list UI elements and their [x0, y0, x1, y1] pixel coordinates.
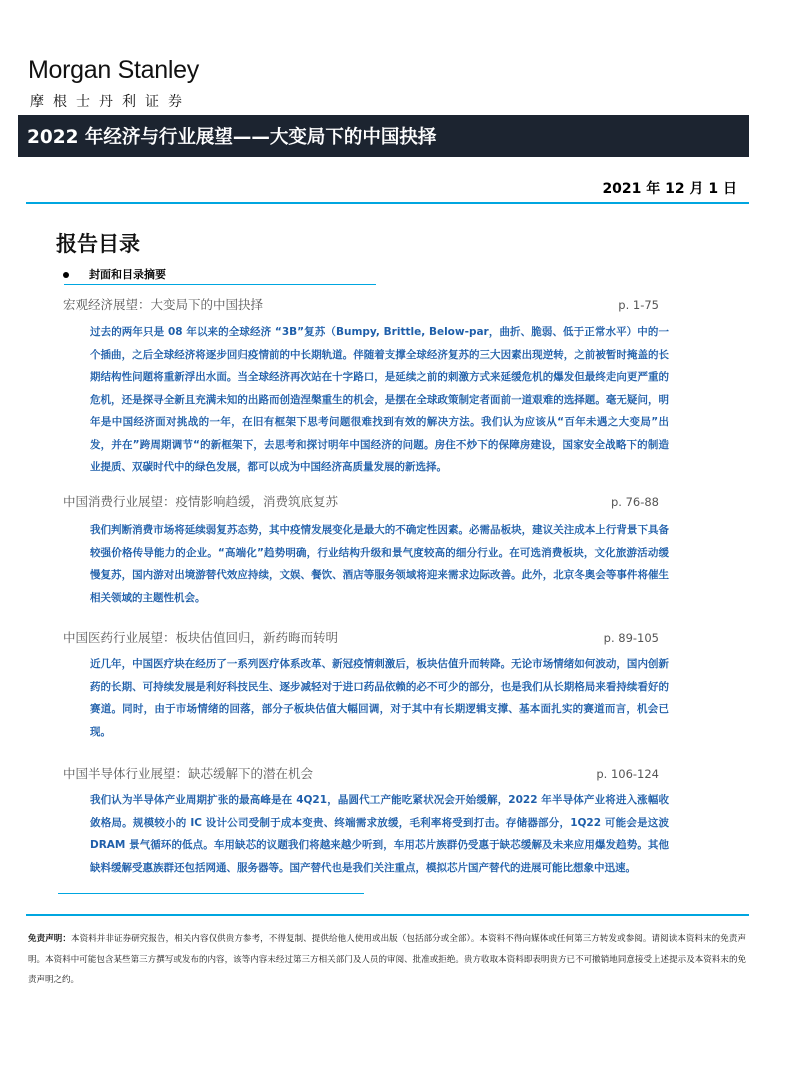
brand-logo: Morgan Stanley: [28, 56, 199, 84]
toc-end-divider: [58, 893, 364, 894]
report-title-bar: [18, 115, 749, 157]
toc-heading: 报告目录: [56, 232, 140, 256]
bullet-dot-icon: [63, 272, 69, 278]
disclaimer-divider: [26, 914, 749, 916]
toc-section-title: [63, 764, 659, 782]
section-page-range: p. 1-75: [618, 298, 659, 312]
disclaimer-label: 免责声明：: [28, 934, 71, 944]
toc-divider: [64, 284, 376, 285]
toc-section-title: [63, 492, 659, 510]
section-page-range: p. 106-124: [596, 767, 659, 781]
brand-logo-cn: 摩根士丹利证券: [30, 94, 191, 110]
section-summary: 过去的两年只是 08 年以来的全球经济 “3B”复苏（Bumpy, Brittle, Below-par，曲折、脆弱、低于正常水平）中的一个插曲，之后全球经济将逐步回归疫情前的中长期轨道。伴随着支撑全球经济复苏的三大因素出现逆转，之前被暂时掩盖的长期结构性问题将重新浮出水面。当全球经济再次站在十字路口，是延续之前的刺激方式来延缓危机的爆发但最终走向更严重的危机，还是探寻全新且充满未知的出路而创造涅槃重生的机会，是摆在全球政策制定者面前一道艰难的选择题。毫无疑问，明年是中国经济面对挑战的一年，在旧有框架下思考问题很难找到有效的解决方法。我们认为应该从“百年未遇之大变局”出发，并在”跨周期调节“的新框架下，去思考和探讨明年中国经济的问题。房住不炒下的保障房建设，国家安全战略下的制造业提质、双碳时代中的绿色发展，都可以成为中国经济高质量发展的新选择。: [90, 326, 669, 473]
toc-bullet-item: [63, 266, 166, 282]
section-page-range: p. 89-105: [603, 631, 659, 645]
toc-bullet-label: 封面和目录摘要: [89, 268, 166, 281]
toc-section-title: [63, 295, 659, 313]
header-divider: [26, 202, 749, 204]
report-date: 2021 年 12 月 1 日: [602, 181, 737, 197]
section-summary: 我们判断消费市场将延续弱复苏态势，其中疫情发展变化是最大的不确定性因素。必需品板块，建议关注成本上行背景下具备较强价格传导能力的企业。“高端化”趋势明确，行业结构升级和景气度较高的细分行业。在可选消费板块，文化旅游活动缓慢复苏，国内游对出境游替代效应持续，文娱、餐饮、酒店等服务领域将迎来需求边际改善。此外，北京冬奥会等事件将催生相关领域的主题性机会。: [90, 524, 669, 604]
toc-section-title: [63, 628, 659, 646]
section-title-text: 中国医药行业展望：板块估值回归，新药晦而转明: [63, 630, 339, 645]
section-title-text: 中国半导体行业展望：缺芯缓解下的潜在机会: [63, 766, 314, 781]
section-title-text: 中国消费行业展望：疫情影响趋缓，消费筑底复苏: [63, 494, 339, 509]
section-summary: 近几年，中国医疗块在经历了一系列医疗体系改革、新冠疫情刺激后，板块估值升而转降。无论市场情绪如何波动，国内创新药的长期、可持续发展是利好科技民生、逐步减轻对于进口药品依赖的必不可少的部分，也是我们从长期格局来看持续看好的赛道。同时，由于市场情绪的回落，部分子板块估值大幅回调，对于其中有长期逻辑支撑、基本面扎实的赛道而言，机会已现。: [90, 658, 669, 738]
report-title: 2022 年经济与行业展望——大变局下的中国抉择: [27, 127, 437, 148]
disclaimer: [28, 929, 746, 991]
section-summary: 我们认为半导体产业周期扩张的最高峰是在 4Q21，晶圆代工产能吃紧状况会开始缓解，2022 年半导体产业将进入涨幅收敛格局。规模较小的 IC 设计公司受制于成本变贵、终端需求放缓，毛利率将受到打击。存储器部分，1Q22 可能会是这波 DRAM 景气循环的低点。车用缺芯的议题我们将越来越少听到，车用芯片族群仍受惠于缺芯缓解及未来应用爆发趋势。其他缺料缓解受惠族群还包括网通、服务器等。国产替代也是我们关注重点，模拟芯片国产替代的进展可能比想象中迅速。: [90, 794, 669, 874]
disclaimer-text: 本资料并非证券研究报告，相关内容仅供贵方参考，不得复制、提供给他人使用或出版（包括部分或全部）。本资料不得向媒体或任何第三方转发或参阅。请阅读本资料末的免责声明。本资料中可能包含某些第三方撰写或发布的内容，该等内容未经过第三方相关部门及人员的审阅、批准或拒绝。贵方收取本资料即表明贵方已不可撤销地同意接受上述提示及本资料末的免责声明之约。: [28, 934, 746, 985]
section-title-text: 宏观经济展望：大变局下的中国抉择: [63, 297, 264, 312]
section-page-range: p. 76-88: [610, 495, 659, 509]
